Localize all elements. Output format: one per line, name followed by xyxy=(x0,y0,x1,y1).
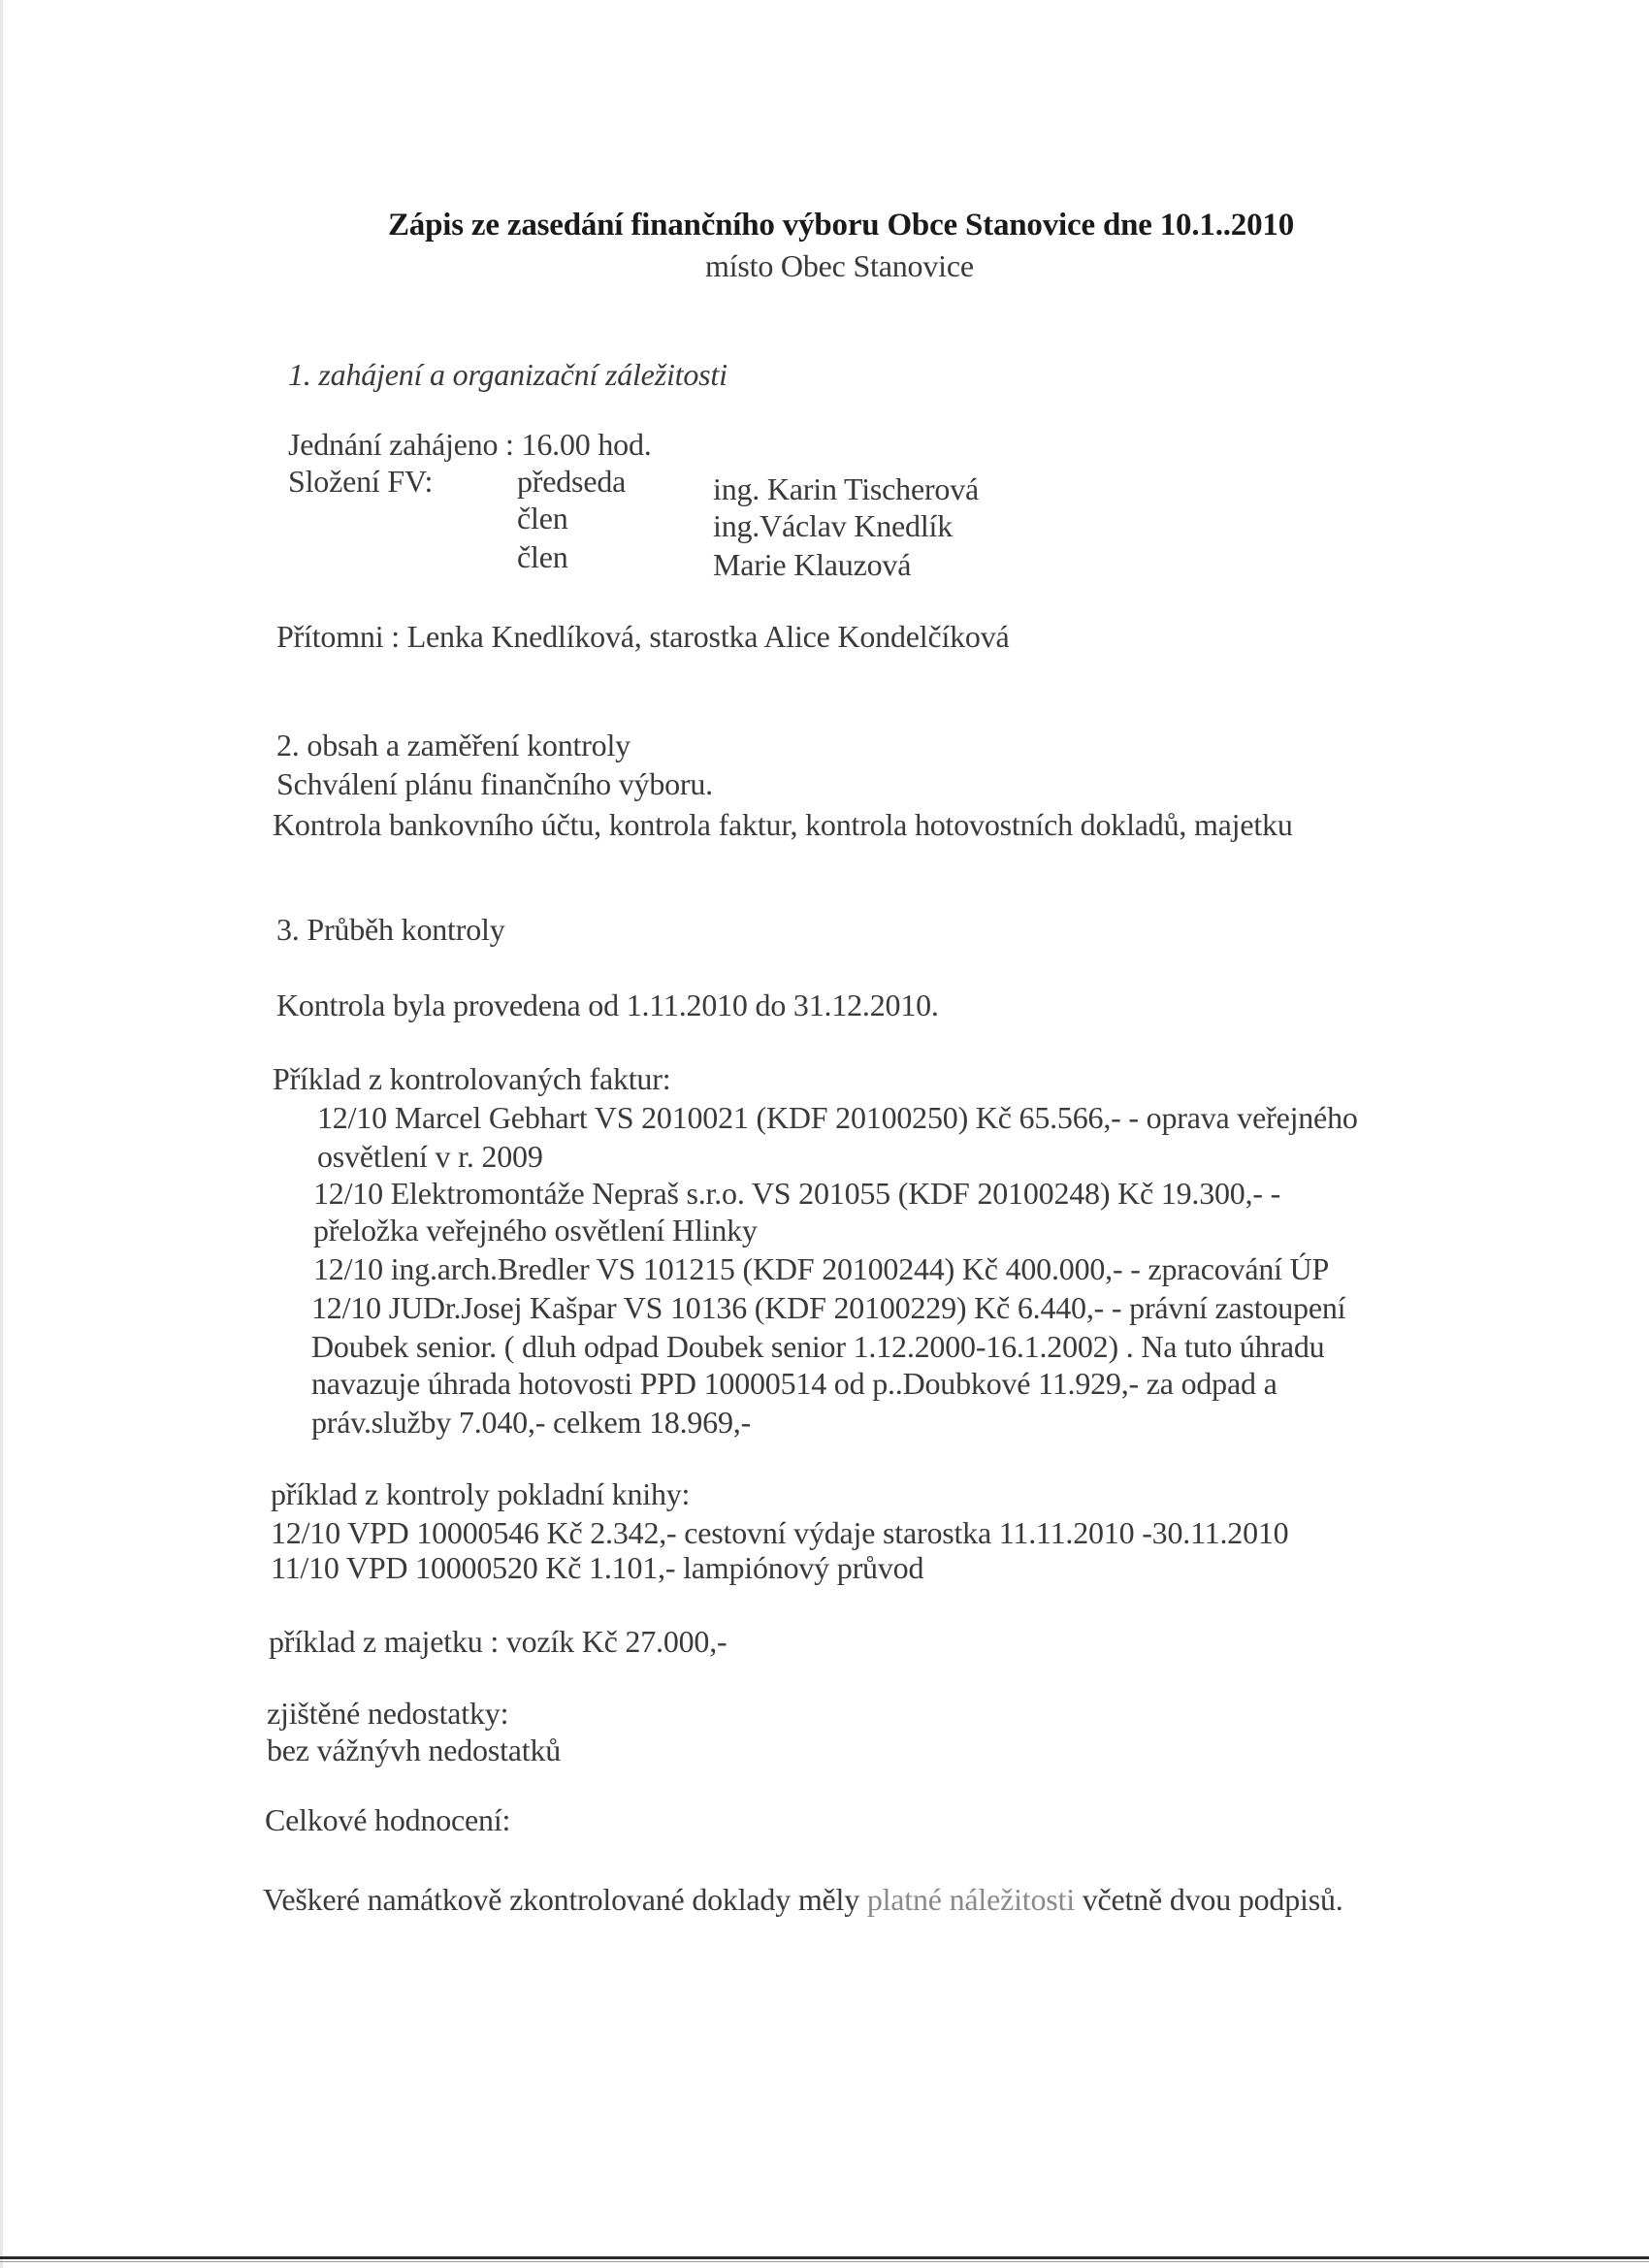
section2-heading: 2. obsah a zaměření kontroly xyxy=(276,728,630,762)
cashbook-line: 12/10 VPD 10000546 Kč 2.342,- cestovní výdaje starostka 11.11.2010 -30.11.2010 xyxy=(271,1515,1289,1550)
conclusion-part: Veškeré namátkově zkontrolované doklady měly xyxy=(263,1882,867,1917)
composition-label: Složení FV: xyxy=(288,464,434,499)
invoice-line: přeložka veřejného osvětlení Hlinky xyxy=(313,1213,758,1247)
invoice-line: navazuje úhrada hotovosti PPD 10000514 od p..Doubkové 11.929,- za odpad a xyxy=(311,1366,1277,1401)
invoices-label: Příklad z kontrolovaných faktur: xyxy=(273,1061,671,1096)
assets-example: příklad z majetku : vozík Kč 27.000,- xyxy=(269,1624,728,1659)
deficiencies-label: zjištěné nedostatky: xyxy=(267,1696,509,1731)
meeting-opened: Jednání zahájeno : 16.00 hod. xyxy=(288,427,652,462)
document-title: Zápis ze zasedání finančního výboru Obce Stanovice dne 10.1..2010 xyxy=(388,208,1294,243)
scan-edge xyxy=(0,0,3,2268)
member-name: ing.Václav Knedlík xyxy=(713,508,953,543)
cashbook-label: příklad z kontroly pokladní knihy: xyxy=(271,1476,691,1511)
member-role: předseda xyxy=(517,464,627,499)
conclusion-faint-part: platné náležitosti xyxy=(866,1882,1075,1917)
invoice-line: 12/10 Marcel Gebhart VS 2010021 (KDF 20100250) Kč 65.566,- - oprava veřejného xyxy=(317,1100,1358,1135)
invoice-line: 12/10 ing.arch.Bredler VS 101215 (KDF 20100244) Kč 400.000,- - zpracování ÚP xyxy=(313,1251,1330,1286)
present-list: Přítomni : Lenka Knedlíková, starostka Alice Kondelčíková xyxy=(276,619,1010,654)
document-subtitle: místo Obec Stanovice xyxy=(705,248,974,283)
section1-heading: 1. zahájení a organizační záležitosti xyxy=(288,357,728,392)
conclusion-part: včetně dvou podpisů. xyxy=(1074,1882,1343,1917)
member-name: Marie Klauzová xyxy=(713,547,912,582)
invoice-line: osvětlení v r. 2009 xyxy=(317,1139,543,1174)
conclusion-text xyxy=(263,1884,1343,1915)
invoice-line: 12/10 Elektromontáže Nepraš s.r.o. VS 201055 (KDF 20100248) Kč 19.300,- - xyxy=(313,1176,1281,1211)
cashbook-line: 11/10 VPD 10000520 Kč 1.101,- lampiónový průvod xyxy=(271,1550,924,1585)
invoice-line: Doubek senior. ( dluh odpad Doubek senior 1.12.2000-16.1.2002) . Na tuto úhradu xyxy=(311,1329,1325,1364)
section2-line: Schválení plánu finančního výboru. xyxy=(276,766,713,801)
scan-bottom-edge xyxy=(0,2256,1649,2259)
section2-line: Kontrola bankovního účtu, kontrola faktur, kontrola hotovostních dokladů, majetku xyxy=(273,807,1293,842)
scan-bottom-edge-shadow xyxy=(0,2261,1649,2262)
member-role: člen xyxy=(517,539,568,574)
control-period: Kontrola byla provedena od 1.11.2010 do 31.12.2010. xyxy=(276,988,939,1022)
section3-heading: 3. Průběh kontroly xyxy=(276,912,505,947)
invoice-line: práv.služby 7.040,- celkem 18.969,- xyxy=(311,1405,752,1440)
member-role: člen xyxy=(517,501,568,535)
member-name: ing. Karin Tischerová xyxy=(713,471,980,506)
invoice-line: 12/10 JUDr.Josej Kašpar VS 10136 (KDF 20100229) Kč 6.440,- - právní zastoupení xyxy=(311,1290,1346,1325)
overall-label: Celkové hodnocení: xyxy=(265,1802,511,1837)
deficiencies-text: bez vážnývh nedostatků xyxy=(267,1733,562,1767)
